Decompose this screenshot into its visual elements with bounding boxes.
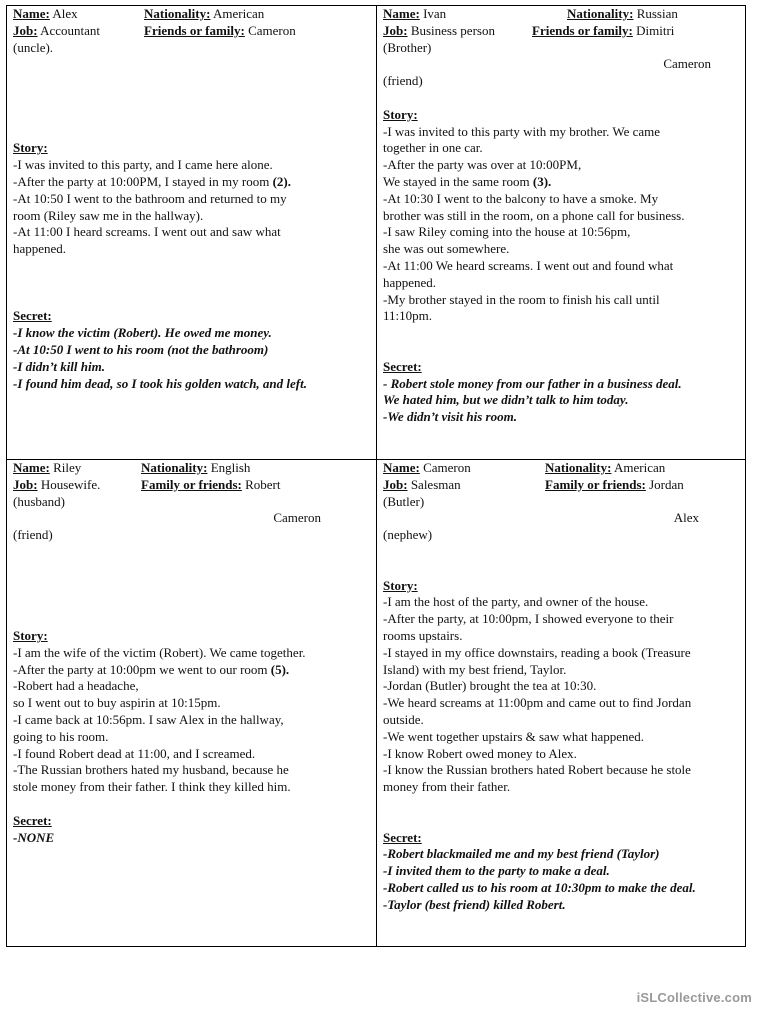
name-label: Name: bbox=[383, 460, 420, 475]
relation-1-role: (Brother) bbox=[383, 39, 432, 55]
relation-2-role: (friend) bbox=[383, 73, 423, 89]
secret-line: -We didn’t visit his room. bbox=[383, 409, 517, 425]
job-row bbox=[383, 477, 745, 494]
relations-field bbox=[545, 477, 684, 494]
story-line: brother was still in the room, on a phone call for business. bbox=[383, 207, 685, 223]
name-row bbox=[383, 6, 745, 23]
relation-1: Jordan bbox=[645, 476, 684, 492]
secret-line: - Robert stole money from our father in a business deal. bbox=[383, 375, 682, 391]
nationality-value: Russian bbox=[633, 6, 678, 21]
name-value: Ivan bbox=[419, 6, 447, 21]
watermark: iSLCollective.com bbox=[636, 990, 752, 1005]
story-line: -I am the wife of the victim (Robert). We came together. bbox=[13, 644, 306, 660]
story-line: she was out somewhere. bbox=[383, 241, 510, 257]
story-line: -We went together upstairs & saw what happened. bbox=[383, 728, 645, 744]
story-line: -My brother stayed in the room to finish his call until bbox=[383, 291, 660, 307]
relation-2: Alex bbox=[673, 510, 699, 526]
story-line: -I know the Russian brothers hated Robert because he stole bbox=[383, 762, 691, 778]
secret-line: -At 10:50 I went to his room (not the bathroom) bbox=[13, 341, 269, 357]
nationality-field bbox=[567, 6, 678, 23]
secret-line: We hated him, but we didn’t talk to him today. bbox=[383, 392, 629, 408]
nationality-label: Nationality: bbox=[144, 6, 211, 21]
job-row bbox=[13, 477, 375, 494]
story-line: -I was invited to this party, and I came here alone. bbox=[13, 157, 273, 173]
name-row bbox=[383, 460, 745, 477]
name-value: Alex bbox=[49, 6, 78, 21]
nationality-field bbox=[545, 460, 665, 477]
relations-label: Friends or family: bbox=[144, 22, 245, 38]
secret-line: -Robert blackmailed me and my best friend (Taylor) bbox=[383, 846, 660, 862]
story-line: -I stayed in my office downstairs, reading a book (Treasure bbox=[383, 644, 691, 660]
story-line: -We heard screams at 11:00pm and came out to find Jordan bbox=[383, 695, 692, 711]
secret-label: Secret: bbox=[13, 812, 52, 828]
story-line: room (Riley saw me in the hallway). bbox=[13, 207, 204, 223]
story-label: Story: bbox=[13, 627, 48, 643]
secret-label: Secret: bbox=[383, 829, 422, 845]
story-line: -Jordan (Butler) brought the tea at 10:30. bbox=[383, 678, 597, 694]
nationality-value: American bbox=[611, 460, 666, 475]
story-line: -At 11:00 I heard screams. I went out and saw what bbox=[13, 224, 281, 240]
name-row bbox=[13, 460, 375, 477]
story-line: outside. bbox=[383, 711, 424, 727]
story-line: rooms upstairs. bbox=[383, 627, 463, 643]
relation-2-role: (friend) bbox=[13, 527, 53, 543]
job-value: Accountant bbox=[37, 22, 101, 38]
story-line: -At 11:00 We heard screams. I went out and found what bbox=[383, 257, 674, 273]
job-label: Job: bbox=[13, 476, 38, 492]
nationality-field bbox=[141, 460, 250, 477]
story-line: -After the party at 10:00pm we went to our room (5). bbox=[13, 661, 290, 677]
secret-line: -Taylor (best friend) killed Robert. bbox=[383, 896, 566, 912]
story-line: 11:10pm. bbox=[383, 308, 432, 324]
relation-1: Robert bbox=[241, 476, 281, 492]
story-label: Story: bbox=[383, 106, 418, 122]
relation-1-role: (husband) bbox=[13, 493, 65, 509]
story-line: -I found Robert dead at 11:00, and I screamed. bbox=[13, 745, 256, 761]
name-value: Cameron bbox=[419, 460, 471, 475]
name-value: Riley bbox=[49, 460, 82, 475]
grid-vertical-divider bbox=[376, 5, 377, 947]
story-line: -I know Robert owed money to Alex. bbox=[383, 745, 577, 761]
relation-1: Cameron bbox=[244, 22, 296, 38]
story-line: happened. bbox=[13, 241, 67, 257]
card-riley bbox=[13, 460, 375, 846]
secret-line: -I didn’t kill him. bbox=[13, 358, 105, 374]
nationality-label: Nationality: bbox=[567, 6, 634, 21]
story-line: -After the party, at 10:00pm, I showed everyone to their bbox=[383, 611, 674, 627]
story-line: -At 10:50 I went to the bathroom and returned to my bbox=[13, 190, 287, 206]
card-alex bbox=[13, 6, 375, 392]
secret-line: -Robert called us to his room at 10:30pm to make the deal. bbox=[383, 879, 696, 895]
relation-2: Cameron bbox=[273, 510, 321, 526]
nationality-field bbox=[144, 6, 264, 23]
story-line: going to his room. bbox=[13, 728, 109, 744]
story-line: stole money from their father. I think they killed him. bbox=[13, 779, 291, 795]
relations-label: Family or friends: bbox=[141, 476, 242, 492]
nationality-value: English bbox=[207, 460, 251, 475]
job-label: Job: bbox=[13, 22, 38, 38]
relation-1: Dimitri bbox=[632, 22, 675, 38]
job-label: Job: bbox=[383, 22, 408, 38]
secret-label: Secret: bbox=[13, 308, 52, 324]
job-row bbox=[383, 23, 745, 40]
nationality-label: Nationality: bbox=[545, 460, 612, 475]
story-line: Island) with my best friend, Taylor. bbox=[383, 661, 567, 677]
story-label: Story: bbox=[383, 577, 418, 593]
job-value: Business person bbox=[407, 22, 495, 38]
story-line: -At 10:30 I went to the balcony to have a smoke. My bbox=[383, 190, 659, 206]
secret-line: -I know the victim (Robert). He owed me money. bbox=[13, 325, 272, 341]
job-row bbox=[13, 23, 375, 40]
secret-label: Secret: bbox=[383, 358, 422, 374]
secret-line: -I invited them to the party to make a deal. bbox=[383, 863, 610, 879]
nationality-value: American bbox=[210, 6, 265, 21]
nationality-label: Nationality: bbox=[141, 460, 208, 475]
job-label: Job: bbox=[383, 476, 408, 492]
card-ivan bbox=[383, 6, 745, 426]
story-line: -I was invited to this party with my brother. We came bbox=[383, 123, 661, 139]
story-label: Story: bbox=[13, 140, 48, 156]
story-line: -I saw Riley coming into the house at 10:56pm, bbox=[383, 224, 631, 240]
secret-line: -NONE bbox=[13, 829, 55, 845]
story-line: so I went out to buy aspirin at 10:15pm. bbox=[13, 695, 221, 711]
job-value: Housewife. bbox=[37, 476, 101, 492]
name-row bbox=[13, 6, 375, 23]
story-line: -I am the host of the party, and owner of the house. bbox=[383, 594, 649, 610]
relations-label: Friends or family: bbox=[532, 22, 633, 38]
relations-field bbox=[144, 23, 296, 40]
story-line: -Robert had a headache, bbox=[13, 678, 139, 694]
name-label: Name: bbox=[383, 6, 420, 21]
card-cameron bbox=[383, 460, 745, 914]
story-line: -The Russian brothers hated my husband, because he bbox=[13, 762, 289, 778]
name-label: Name: bbox=[13, 6, 50, 21]
relations-field bbox=[532, 23, 674, 40]
story-line: money from their father. bbox=[383, 779, 511, 795]
secret-line: -I found him dead, so I took his golden watch, and left. bbox=[13, 375, 307, 391]
relation-2: Cameron bbox=[663, 56, 711, 72]
relations-label: Family or friends: bbox=[545, 476, 646, 492]
story-line: -After the party at 10:00PM, I stayed in my room (2). bbox=[13, 173, 292, 189]
story-line: happened. bbox=[383, 274, 437, 290]
story-line: -After the party was over at 10:00PM, bbox=[383, 157, 582, 173]
name-label: Name: bbox=[13, 460, 50, 475]
relation-2-role: (nephew) bbox=[383, 527, 433, 543]
job-value: Salesman bbox=[407, 476, 461, 492]
relation-1-role: (uncle). bbox=[13, 39, 54, 55]
story-line: -I came back at 10:56pm. I saw Alex in the hallway, bbox=[13, 711, 284, 727]
relations-field bbox=[141, 477, 281, 494]
relation-1-role: (Butler) bbox=[383, 493, 425, 509]
story-line: together in one car. bbox=[383, 140, 483, 156]
story-line: We stayed in the same room (3). bbox=[383, 173, 552, 189]
